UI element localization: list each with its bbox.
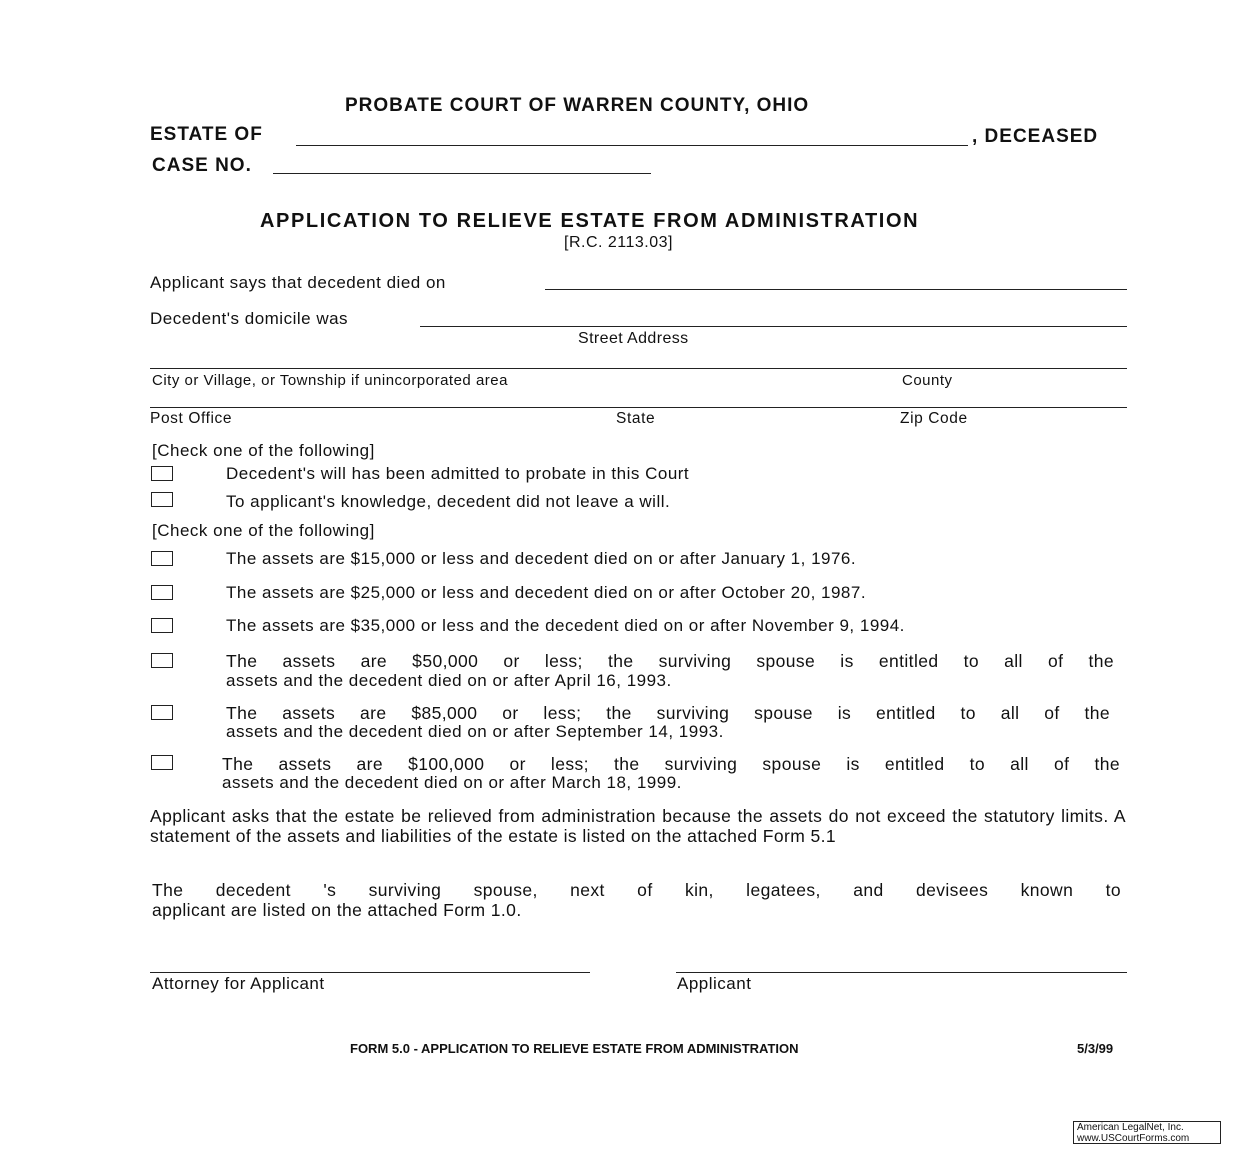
assets-25000-checkbox[interactable] [151,585,173,600]
kin-paragraph-line1: The decedent 's surviving spouse, next of kin, legatees, and devisees known to [152,880,1121,900]
assets-50000-checkbox[interactable] [151,653,173,668]
county-caption: County [902,372,953,389]
estate-name-line[interactable] [296,145,968,146]
city-county-line[interactable] [150,368,1127,369]
assets-50000-label-line1: The assets are $50,000 or less; the surviving spouse is entitled to all of the [226,651,1114,671]
domicile-label: Decedent's domicile was [150,309,349,328]
will-section-heading: [Check one of the following] [152,441,375,460]
attorney-signature-label: Attorney for Applicant [152,974,325,993]
no-will-label: To applicant's knowledge, decedent did not leave a will. [226,492,671,511]
zip-caption: Zip Code [900,410,968,427]
legalnet-stamp [1073,1121,1221,1144]
state-caption: State [616,410,656,427]
will-admitted-label: Decedent's will has been admitted to probate in this Court [226,464,690,483]
post-office-caption: Post Office [150,410,233,427]
assets-15000-checkbox[interactable] [151,551,173,566]
statute-reference: [R.C. 2113.03] [564,234,673,251]
assets-section-heading: [Check one of the following] [152,521,375,540]
assets-35000-label: The assets are $35,000 or less and the decedent died on or after November 9, 1994. [226,616,905,635]
will-admitted-checkbox[interactable] [151,466,173,481]
deceased-label: , DECEASED [972,126,1099,147]
court-name: PROBATE COURT OF WARREN COUNTY, OHIO [345,95,810,116]
form-title: APPLICATION TO RELIEVE ESTATE FROM ADMINISTRATION [260,210,920,232]
case-no-label: CASE NO. [152,155,252,176]
street-address-line[interactable] [420,326,1127,327]
no-will-checkbox[interactable] [151,492,173,507]
footer-form-title: FORM 5.0 - APPLICATION TO RELIEVE ESTATE FROM ADMINISTRATION [350,1041,799,1056]
stamp-company: American LegalNet, Inc. [1077,1122,1184,1133]
assets-85000-label-line2: assets and the decedent died on or after September 14, 1993. [226,722,724,741]
assets-85000-label-line1: The assets are $85,000 or less; the surviving spouse is entitled to all of the [226,703,1110,723]
attorney-signature-line[interactable] [150,972,590,973]
died-on-line[interactable] [545,289,1127,290]
applicant-signature-line[interactable] [676,972,1127,973]
assets-35000-checkbox[interactable] [151,618,173,633]
post-office-line[interactable] [150,407,1127,408]
relief-paragraph: Applicant asks that the estate be relieved from administration because the assets do not exceed the statutory limits. A statement of the assets and liabilities of the estate is listed on the attached Form 5.1 [150,806,1126,846]
assets-85000-checkbox[interactable] [151,705,173,720]
assets-100000-label-line2: assets and the decedent died on or after March 18, 1999. [222,773,682,792]
assets-15000-label: The assets are $15,000 or less and decedent died on or after January 1, 1976. [226,549,857,568]
kin-paragraph-line2: applicant are listed on the attached Form 1.0. [152,900,522,920]
applicant-signature-label: Applicant [677,974,752,993]
assets-100000-label-line1: The assets are $100,000 or less; the surviving spouse is entitled to all of the [222,754,1120,774]
stamp-website: www.USCourtForms.com [1077,1133,1190,1144]
city-caption: City or Village, or Township if unincorporated area [152,372,508,389]
footer-date: 5/3/99 [1077,1041,1114,1056]
assets-25000-label: The assets are $25,000 or less and decedent died on or after October 20, 1987. [226,583,867,602]
assets-100000-checkbox[interactable] [151,755,173,770]
case-no-line[interactable] [273,173,651,174]
assets-50000-label-line2: assets and the decedent died on or after April 16, 1993. [226,671,672,690]
street-address-caption: Street Address [578,330,689,347]
died-on-label: Applicant says that decedent died on [150,273,446,292]
estate-of-label: ESTATE OF [150,124,263,145]
